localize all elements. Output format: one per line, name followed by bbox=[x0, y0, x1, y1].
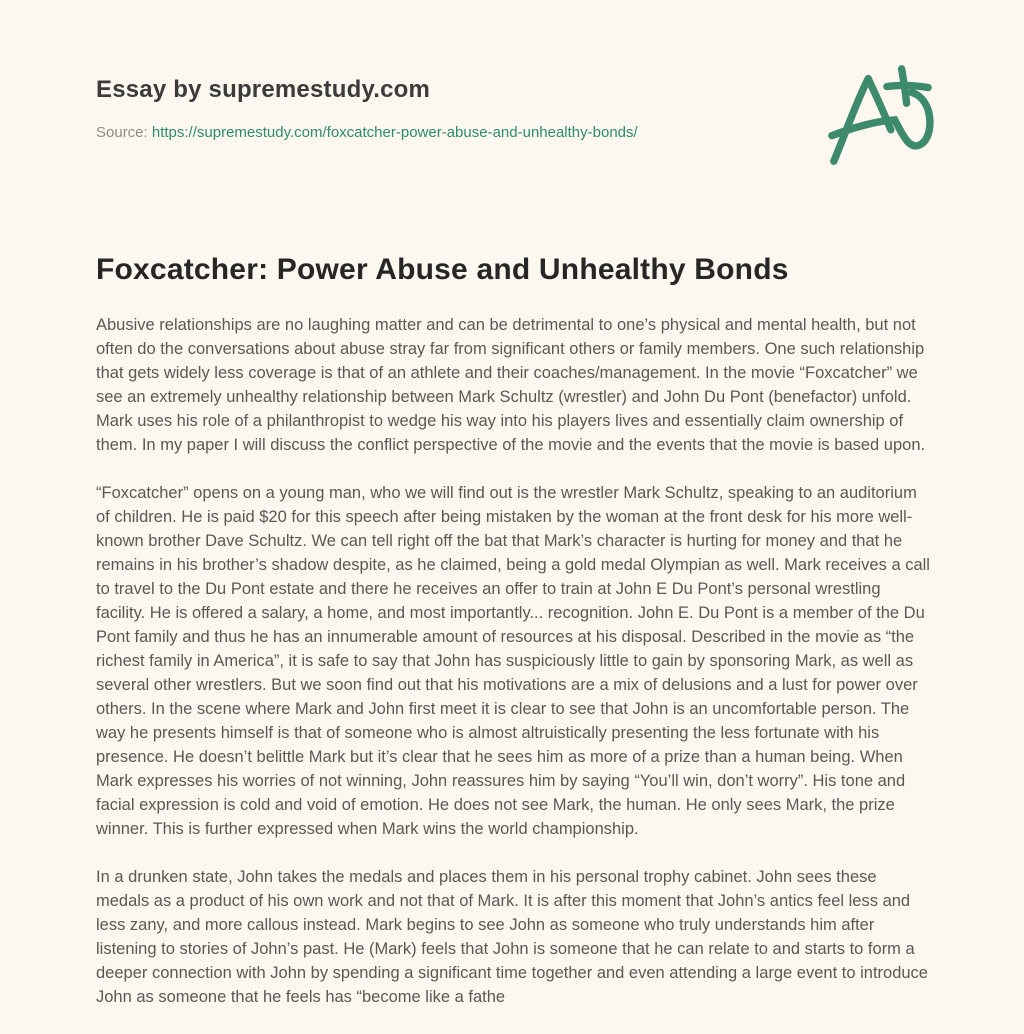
a-plus-logo-icon bbox=[817, 58, 945, 176]
article-paragraph: “Foxcatcher” opens on a young man, who we will find out is the wrestler Mark Schultz, speaking to an auditorium of children. He is paid $20 for this speech after being mistaken by the woman at the front desk for his more well-known brother Dave Schultz. We can tell right off the bat that Mark’s character is hurting for money and that he remains in his brother’s shadow despite, as he claimed, being a gold medal Olympian as well. Mark receives a call to travel to the Du Pont estate and there he receives an offer to train at John E Du Pont’s personal wrestling facility. He is offered a salary, a home, and most importantly... recognition. John E. Du Pont is a member of the Du Pont family and thus he has an innumerable amount of resources at his disposal. Described in the movie as “the richest family in America”, it is safe to say that John has suspiciously little to gain by sponsoring Mark, as well as several other wrestlers. But we soon find out that his motivations are a mix of delusions and a lust for power over others. In the scene where Mark and John first meet it is clear to see that John is an uncomfortable person. The way he presents himself is that of someone who is almost altruistically presenting the less fortunate with his presence. He doesn’t belittle Mark but it’s clear that he sees him as more of a prize than a human being. When Mark expresses his worries of not winning, John reassures him by saying “You’ll win, don’t worry”. His tone and facial expression is cold and void of emotion. He does not see Mark, the human. He only sees Mark, the prize winner. This is further expressed when Mark wins the world championship. bbox=[96, 484, 930, 838]
essay-by-heading: Essay by supremestudy.com bbox=[96, 76, 431, 103]
source-url-link[interactable]: https://supremestudy.com/foxcatcher-power-abuse-and-unhealthy-bonds/ bbox=[151, 124, 638, 141]
article-paragraph: In a drunken state, John takes the medals and places them in his personal trophy cabinet. John sees these medals as a product of his own work and not that of Mark. It is after this moment that John’s antics feel less and less zany, and more callous instead. Mark begins to see John as someone who truly understands him after listening to stories of John’s past. He (Mark) feels that John is someone that he can relate to and starts to form a deeper connection with John by spending a significant time together and even attending a large event to introduce John as someone that he feels has “become like a fathe bbox=[96, 868, 928, 1006]
source-line bbox=[96, 124, 930, 141]
source-label: Source: bbox=[96, 124, 148, 141]
article-paragraph: Abusive relationships are no laughing matter and can be detrimental to one’s physical and mental health, but not often do the conversations about abuse stray far from significant others or family members. One such relationship that gets widely less coverage is that of an athlete and their coaches/management. In the movie “Foxcatcher” we see an extremely unhealthy relationship between Mark Schultz (wrestler) and John Du Pont (benefactor) unfold. Mark uses his role of a philanthropist to wedge his way into his players lives and essentially claim ownership of them. In my paper I will discuss the conflict perspective of the movie and the events that the movie is based upon. bbox=[96, 316, 926, 454]
article-title: Foxcatcher: Power Abuse and Unhealthy Bonds bbox=[96, 253, 789, 286]
site-header bbox=[96, 76, 930, 141]
article-body bbox=[96, 313, 930, 1009]
